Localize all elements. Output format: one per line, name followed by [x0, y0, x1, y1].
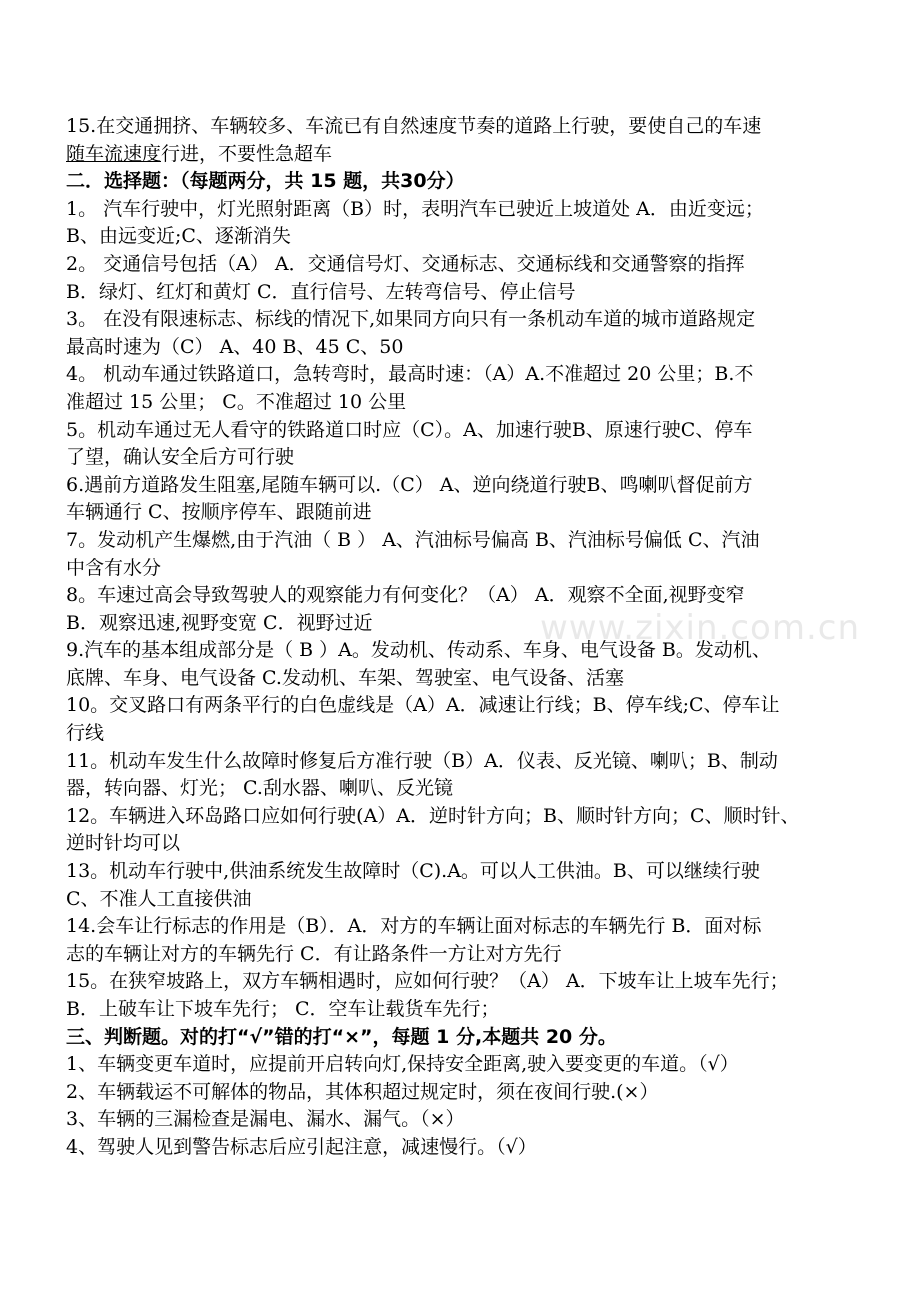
document-body [66, 113, 858, 1162]
text-line: B．上破车让下坡车先行； C．空车让载货车先行； [66, 998, 500, 1020]
text-line: 15。在狭窄坡路上，双方车辆相遇时，应如何行驶？（A） A．下坡车让上坡车先行； [66, 970, 789, 993]
text-line: 12。车辆进入环岛路口应如何行驶(A）A．逆时针方向；B、顺时针方向；C、顺时针、 [66, 804, 800, 827]
section-heading: 三、判断题。对的打“√”错的打“×”，每题 1 分,本题共 20 分。 [66, 1025, 617, 1048]
text-line: 准超过 15 公里； C。不准超过 10 公里 [66, 390, 407, 413]
text-line: 最高时速为（C） A、40 B、45 C、50 [66, 335, 404, 358]
text-line: 4、驾驶人见到警告标志后应引起注意，减速慢行。（√） [66, 1135, 537, 1158]
text-line: 行线 [66, 722, 105, 745]
text-line: 2、车辆载运不可解体的物品，其体积超过规定时，须在夜间行驶.(×） [66, 1080, 659, 1103]
text-line: 1。 汽车行驶中，灯光照射距离（B）时，表明汽车已驶近上坡道处 A．由近变远； [66, 197, 764, 220]
text-line: 4。 机动车通过铁路道口，急转弯时，最高时速：（A）A.不准超过 20 公里；B.不 [66, 363, 754, 386]
text-line: B．观察迅速,视野变宽 C．视野过近 [66, 611, 373, 634]
text-line: 13。机动车行驶中,供油系统发生故障时（C).A。可以人工供油。B、可以继续行驶 [66, 860, 760, 883]
text-line: 器，转向器、灯光； C.刮水器、喇叭、反光镜 [66, 777, 453, 800]
text-line: 8。车速过高会导致驾驶人的观察能力有何变化？（A） A．观察不全面,视野变窄 [66, 584, 745, 607]
text-line: B、由远变近;C、逐渐消失 [66, 225, 291, 248]
text-line: 9.汽车的基本组成部分是（ B ）A。发动机、传动系、车身、电气设备 B。发动机、 [66, 639, 771, 662]
text-line: 底牌、车身、电气设备 C.发动机、车架、驾驶室、电气设备、活塞 [66, 666, 624, 689]
text-line: 车辆通行 C、按顺序停车、跟随前进 [66, 501, 372, 524]
text-line: 1、车辆变更车道时，应提前开启转向灯,保持安全距离,驶入要变更的车道。（√） [66, 1053, 739, 1076]
text-span: 行进，不要性急超车 [161, 142, 333, 165]
watermark: www.zixin.com.cn [540, 608, 860, 648]
text-line: 3。 在没有限速标志、标线的情况下,如果同方向只有一条机动车道的城市道路规定 [66, 308, 756, 331]
text-line [66, 141, 858, 169]
text-line: 2。 交通信号包括（A） A．交通信号灯、交通标志、交通标线和交通警察的指挥 [66, 252, 745, 275]
text-line: 6.遇前方道路发生阻塞,尾随车辆可以.（C） A、逆向绕道行驶B、鸣喇叭督促前方 [66, 473, 753, 496]
text-line: 10。交叉路口有两条平行的白色虚线是（A）A．减速让行线；B、停车线;C、停车让 [66, 694, 780, 717]
text-line: 15.在交通拥挤、车辆较多、车流已有自然速度节奏的道路上行驶，要使自己的车速 [66, 115, 762, 137]
text-line: 14.会车让行标志的作用是（B）．A．对方的车辆让面对标志的车辆先行 B．面对标 [66, 915, 762, 938]
text-line: 了望，确认安全后方可行驶 [66, 446, 295, 469]
text-line: 志的车辆让对方的车辆先行 C．有让路条件一方让对方先行 [66, 942, 562, 965]
text-line: 5。机动车通过无人看守的铁路道口时应（C）。A、加速行驶B、原速行驶C、停车 [66, 418, 753, 441]
text-line: 3、车辆的三漏检查是漏电、漏水、漏气。（×） [66, 1108, 465, 1131]
text-line: 中含有水分 [66, 556, 162, 579]
text-line: 7。发动机产生爆燃,由于汽油（ B ） A、汽油标号偏高 B、汽油标号偏低 C、汽油 [66, 528, 760, 551]
text-line: B．绿灯、红灯和黄灯 C．直行信号、左转弯信号、停止信号 [66, 280, 576, 303]
underlined-text: 随车流速度 [66, 142, 162, 165]
text-line: 11。机动车发生什么故障时修复后方准行驶（B）A．仪表、反光镜、喇叭；B、制动 [66, 749, 778, 772]
text-line: 逆时针均可以 [66, 832, 181, 855]
section-heading: 二．选择题：（每题两分，共 15 题，共30分） [66, 170, 465, 193]
text-line: C、不准人工直接供油 [66, 887, 252, 910]
